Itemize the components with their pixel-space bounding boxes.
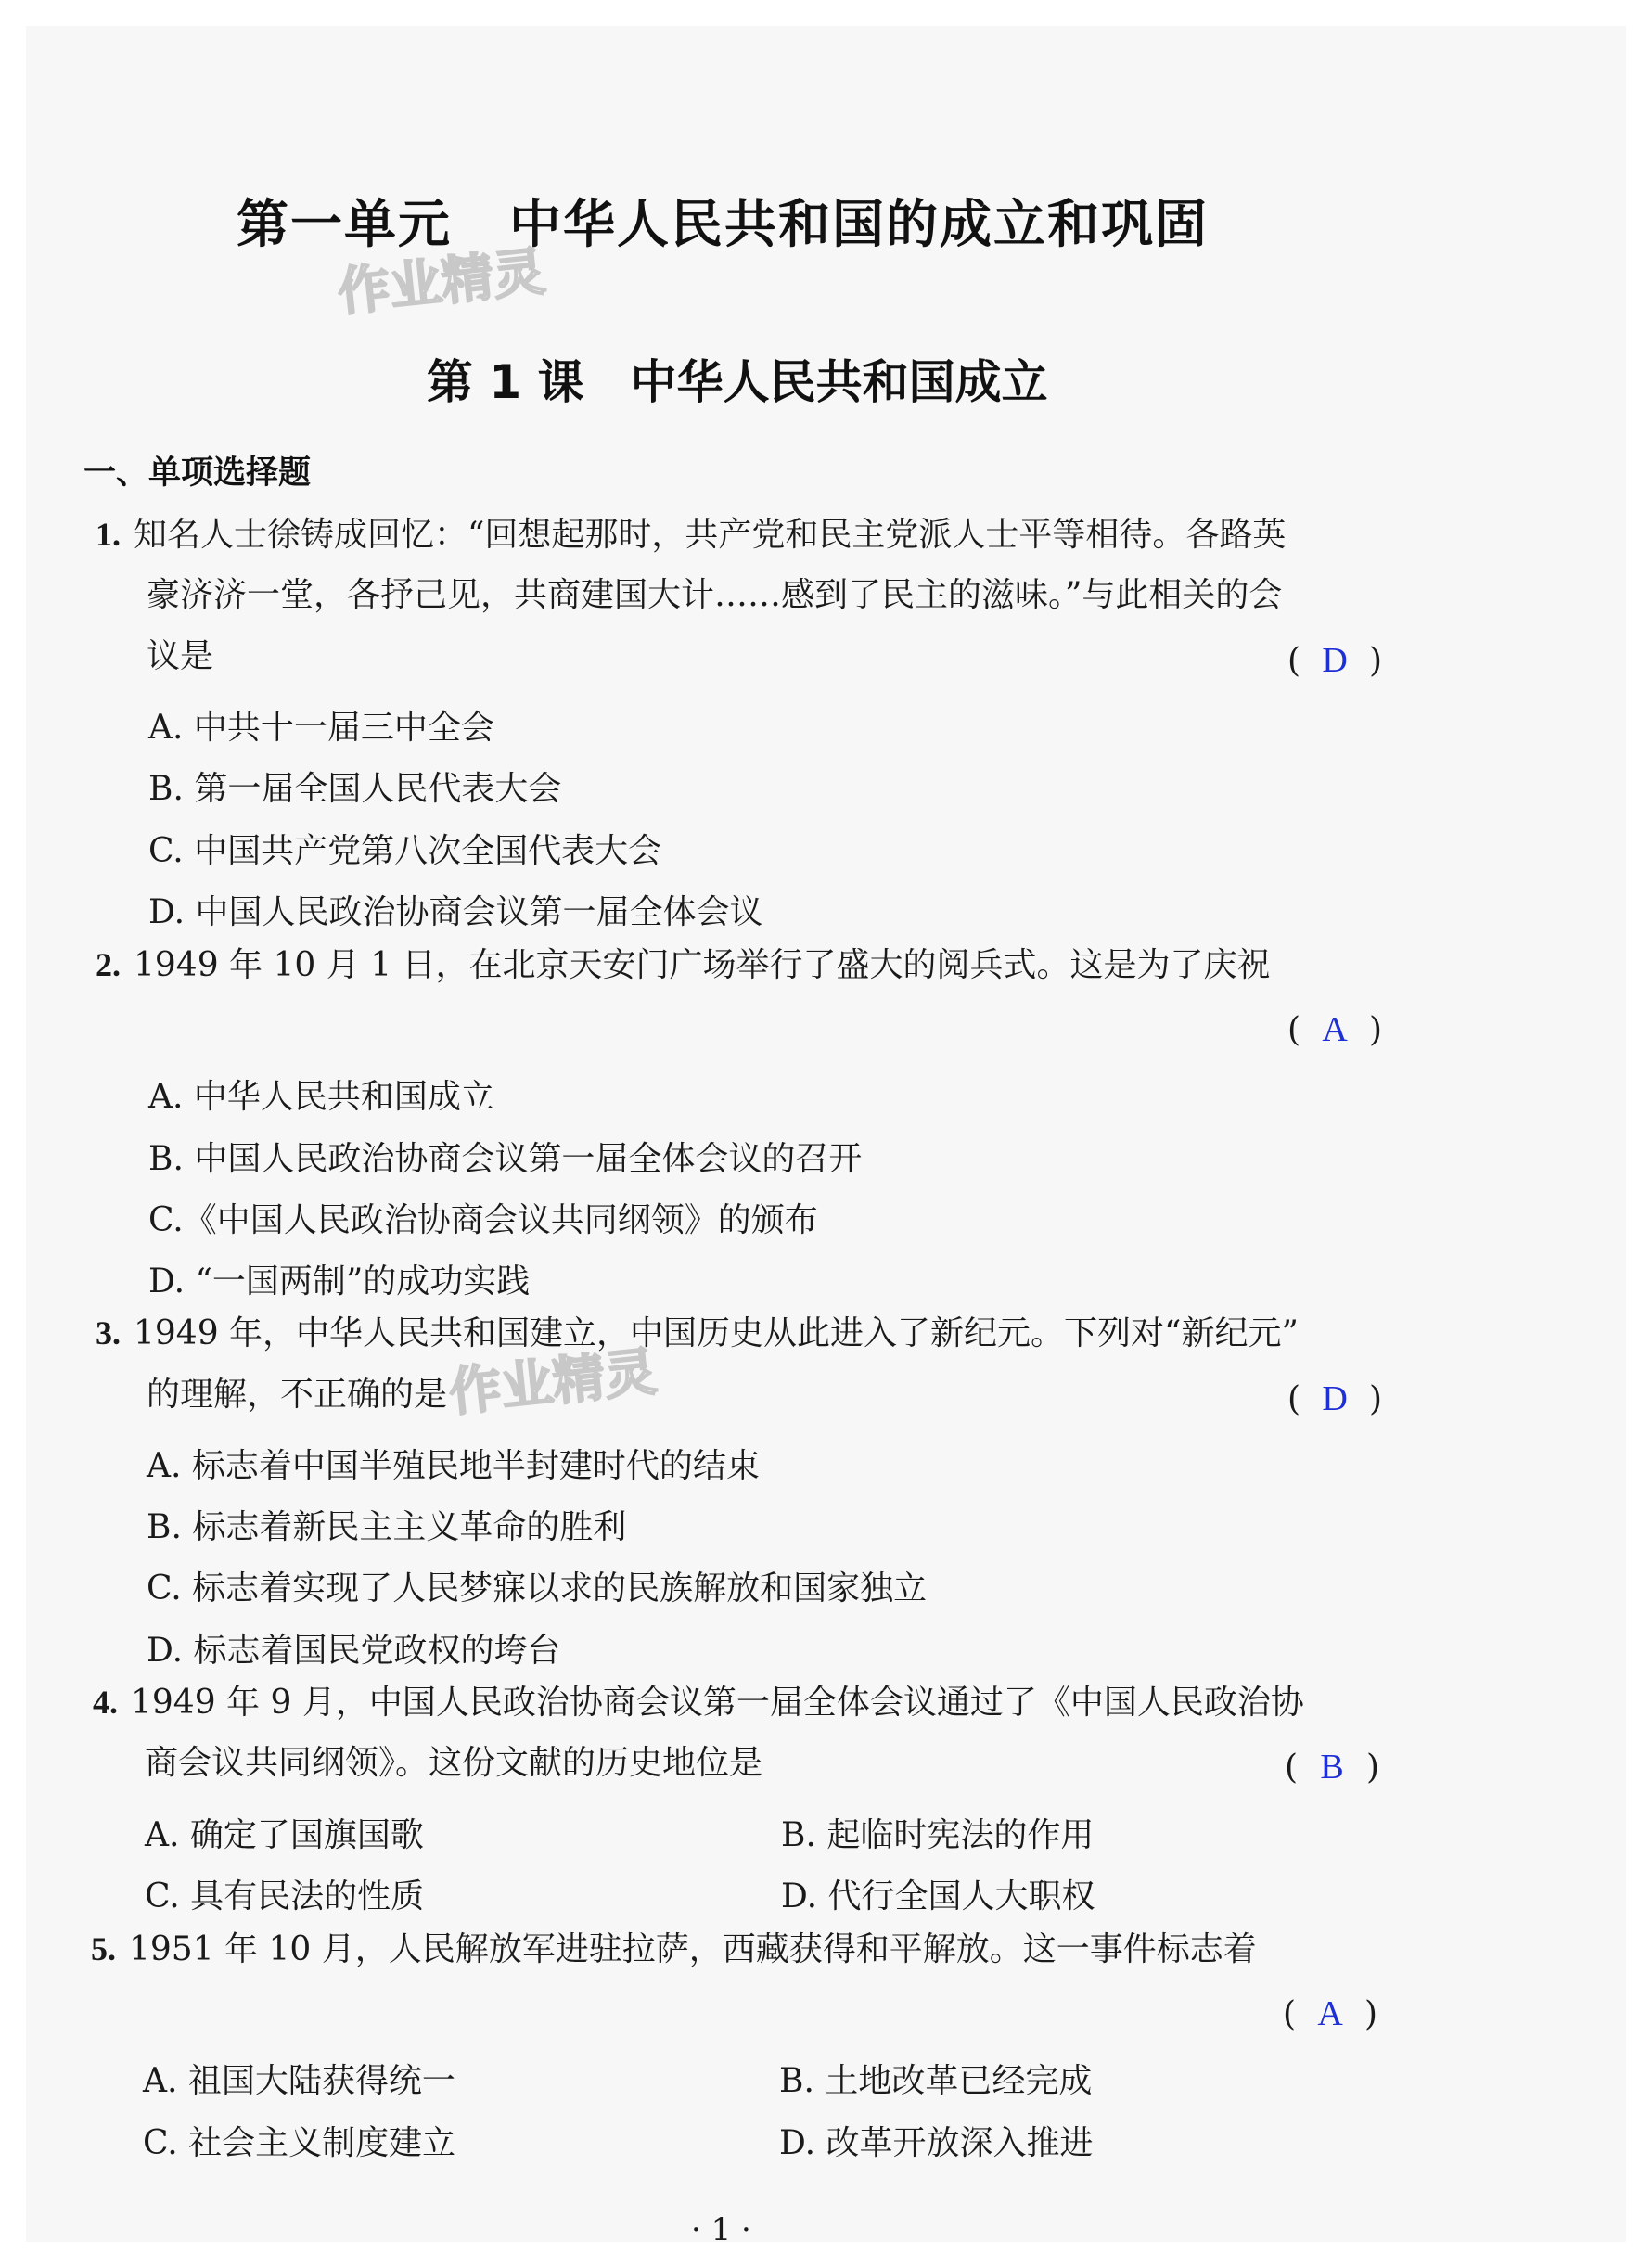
question-5-line-1: 5. 1951 年 10 月，人民解放军进驻拉萨，西藏获得和平解放。这一事件标志着 <box>91 1930 1257 1968</box>
question-1-line-2: 豪济济一堂，各抒己见，共商建国大计……感到了民主的滋味。”与此相关的会 <box>147 576 1283 614</box>
answer-4: B <box>1320 1748 1344 1787</box>
option: B. 中国人民政治协商会议第一届全体会议的召开 <box>148 1140 863 1178</box>
option: A. 标志着中国半殖民地半封建时代的结束 <box>147 1447 760 1485</box>
option: D. “一国两制”的成功实践 <box>148 1262 531 1301</box>
unit-number: 第一单元 <box>237 194 452 255</box>
lesson-title <box>427 345 1048 412</box>
option: D. 中国人民政治协商会议第一届全体会议 <box>148 893 763 931</box>
option: C. 具有民法的性质 <box>145 1877 425 1916</box>
option: A. 中华人民共和国成立 <box>148 1078 494 1116</box>
question-1-line-3: 议是 <box>147 637 214 675</box>
question-number: 2. <box>96 946 121 983</box>
option: C.《中国人民政治协商会议共同纲领》的颁布 <box>148 1201 818 1239</box>
question-2-line-1: 2. 1949 年 10 月 1 日，在北京天安门广场举行了盛大的阅兵式。这是为了庆祝 <box>96 946 1271 984</box>
watermark: 作业精灵 <box>335 241 548 324</box>
option: C. 标志着实现了人民梦寐以求的民族解放和国家独立 <box>147 1570 928 1608</box>
lesson-number: 第 1 课 <box>427 355 584 409</box>
answer-bracket-5: ( A ) <box>1283 1994 1378 2033</box>
option: A. 确定了国旗国歌 <box>145 1816 424 1854</box>
option: C. 中国共产党第八次全国代表大会 <box>148 832 662 870</box>
question-number: 5. <box>91 1930 116 1967</box>
question-3-line-1: 3. 1949 年，中华人民共和国建立，中国历史从此进入了新纪元。下列对“新纪元” <box>96 1314 1299 1352</box>
option: C. 社会主义制度建立 <box>143 2124 456 2162</box>
question-3-line-2: 的理解，不正确的是 <box>147 1376 448 1414</box>
answer-bracket-1: ( D ) <box>1287 641 1383 680</box>
option: D. 改革开放深入推进 <box>779 2124 1094 2162</box>
watermark: 作业精灵 <box>446 1341 660 1424</box>
answer-5: A <box>1317 1994 1343 2033</box>
unit-name: 中华人民共和国的成立和巩固 <box>509 194 1209 255</box>
option: D. 代行全国人大职权 <box>781 1877 1095 1916</box>
option: B. 第一届全国人民代表大会 <box>148 770 562 808</box>
question-number: 4. <box>93 1684 118 1721</box>
page-number: · 1 · <box>691 2211 751 2249</box>
option: A. 祖国大陆获得统一 <box>143 2062 455 2100</box>
answer-1: D <box>1322 641 1348 680</box>
option: B. 起临时宪法的作用 <box>781 1816 1095 1854</box>
answer-bracket-4: ( B ) <box>1285 1748 1380 1787</box>
answer-3: D <box>1322 1379 1348 1418</box>
question-4-line-1: 4. 1949 年 9 月，中国人民政治协商会议第一届全体会议通过了《中国人民政治协 <box>93 1684 1304 1722</box>
option: B. 土地改革已经完成 <box>779 2062 1093 2100</box>
answer-2: A <box>1322 1010 1348 1049</box>
question-4-line-2: 商会议共同纲领》。这份文献的历史地位是 <box>145 1744 763 1782</box>
question-number: 3. <box>96 1314 121 1352</box>
option: B. 标志着新民主主义革命的胜利 <box>147 1508 627 1546</box>
lesson-name: 中华人民共和国成立 <box>630 355 1048 409</box>
question-number: 1. <box>96 516 121 553</box>
section-heading: 一、单项选择题 <box>83 455 312 492</box>
answer-bracket-2: ( A ) <box>1287 1010 1383 1049</box>
option: A. 中共十一届三中全会 <box>148 709 494 747</box>
option: D. 标志着国民党政权的垮台 <box>147 1632 561 1670</box>
answer-bracket-3: ( D ) <box>1287 1379 1383 1418</box>
question-1-line-1: 1. 知名人士徐铸成回忆：“回想起那时，共产党和民主党派人士平等相待。各路英 <box>96 516 1287 554</box>
